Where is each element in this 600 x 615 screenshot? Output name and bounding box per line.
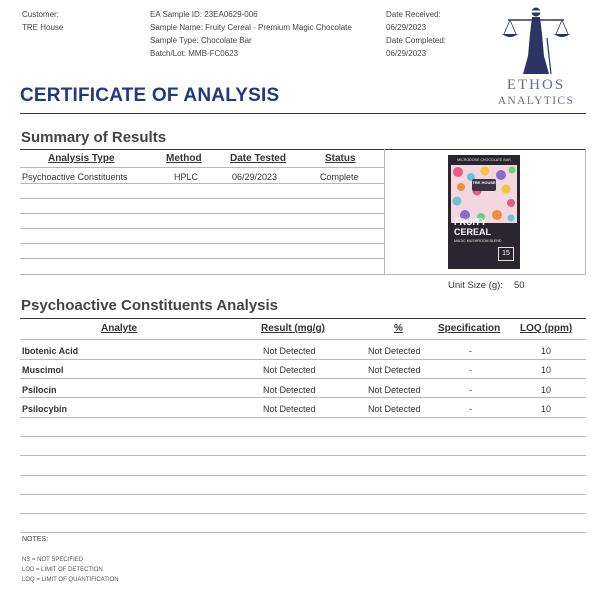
cell-status: Complete [320, 172, 359, 182]
cell-spec: - [469, 385, 472, 395]
col-percent: % [394, 323, 403, 334]
row-line [20, 258, 384, 259]
page-title: CERTIFICATE OF ANALYSIS [20, 85, 280, 106]
cell-spec: - [469, 404, 472, 414]
col-date-tested: Date Tested [230, 153, 286, 164]
product-photo [448, 155, 520, 269]
row-line [20, 475, 586, 476]
row-line [20, 274, 384, 275]
date-received: 06/29/2023 [386, 23, 427, 32]
row-line [20, 436, 586, 437]
product-sub: MAGIC MUSHROOM BLEND [454, 239, 502, 243]
row-line [20, 243, 384, 244]
cell-loq: 10 [541, 365, 552, 375]
product-brand: TRE HOUSE [472, 180, 496, 185]
logo-line1: ETHOS [506, 77, 566, 93]
cell-loq: 10 [541, 346, 552, 356]
cell-analysis-type: Psychoactive Constituents [22, 172, 128, 182]
col-method: Method [166, 153, 202, 164]
cell-analyte: Psilocybin [22, 404, 68, 414]
summary-heading: Summary of Results [21, 129, 167, 146]
col-analysis-type: Analysis Type [48, 153, 115, 164]
row-line [20, 228, 384, 229]
cell-result: Not Detected [263, 404, 316, 414]
date-completed-label: Date Completed: [386, 36, 447, 45]
note-line: LOD = LIMIT OF DETECTION [22, 567, 103, 573]
row-line [20, 378, 586, 379]
row-line [20, 494, 586, 495]
unit-size-value: 50 [514, 280, 525, 291]
cell-result: Not Detected [263, 365, 316, 375]
sample-id: EA Sample ID: 23EA0629-006 [150, 10, 258, 19]
product-photo-frame [384, 149, 586, 275]
lady-justice-icon [500, 4, 572, 76]
row-line [20, 213, 384, 214]
cell-percent: Not Detected [368, 404, 421, 414]
ethos-analytics-logo [486, 4, 586, 108]
col-analyte: Analyte [101, 323, 138, 334]
note-line: LOQ = LIMIT OF QUANTIFICATION [22, 577, 119, 583]
cell-analyte: Ibotenic Acid [22, 346, 79, 356]
sample-type: Sample Type: Chocolate Bar [150, 36, 252, 45]
product-name-line2: CEREAL [454, 227, 492, 237]
customer-value: TRE House [22, 23, 64, 32]
cereal-pattern-image [451, 165, 517, 223]
unit-size-label: Unit Size (g): [448, 280, 503, 291]
col-specification: Specification [438, 323, 501, 334]
cell-percent: Not Detected [368, 385, 421, 395]
cell-result: Not Detected [263, 346, 316, 356]
cell-analyte: Muscimol [22, 365, 64, 375]
cell-spec: - [469, 365, 472, 375]
analysis-rule [20, 318, 586, 319]
cell-spec: - [469, 346, 472, 356]
cell-loq: 10 [541, 404, 552, 414]
col-loq: LOQ (ppm) [520, 323, 573, 334]
cell-loq: 10 [541, 385, 552, 395]
sample-name: Sample Name: Fruity Cereal - Premium Magic Chocolate [150, 23, 352, 32]
note-line: NS = NOT SPECIFIED [22, 557, 84, 563]
batch-lot: Batch/Lot: MMB-FC0623 [150, 49, 239, 58]
col-status: Status [325, 153, 356, 164]
analysis-heading: Psychoactive Constituents Analysis [21, 297, 279, 314]
product-top-text: MICRODOSE CHOCOLATE BAR [457, 158, 511, 162]
cell-method: HPLC [174, 172, 199, 182]
row-line [20, 455, 586, 456]
cell-percent: Not Detected [368, 365, 421, 375]
row-line [20, 167, 384, 168]
cell-date-tested: 06/29/2023 [232, 172, 278, 182]
col-result: Result (mg/g) [261, 323, 325, 334]
product-name-line1: FRUITY [454, 217, 487, 227]
row-line [20, 359, 586, 360]
row-line [20, 183, 384, 184]
row-line [20, 513, 586, 514]
notes-label: NOTES: [22, 536, 49, 543]
row-line [20, 417, 586, 418]
row-line [20, 397, 586, 398]
cell-result: Not Detected [263, 385, 316, 395]
date-received-label: Date Received: [386, 10, 441, 19]
title-rule [20, 113, 586, 114]
row-line [20, 198, 384, 199]
customer-label: Customer: [22, 10, 59, 19]
cell-percent: Not Detected [368, 346, 421, 356]
product-count: 15 [498, 247, 514, 261]
row-line [20, 532, 586, 533]
logo-line2: ANALYTICS [497, 95, 575, 107]
cell-analyte: Psilocin [22, 385, 57, 395]
row-line [20, 339, 586, 340]
date-completed: 06/29/2023 [386, 49, 427, 58]
